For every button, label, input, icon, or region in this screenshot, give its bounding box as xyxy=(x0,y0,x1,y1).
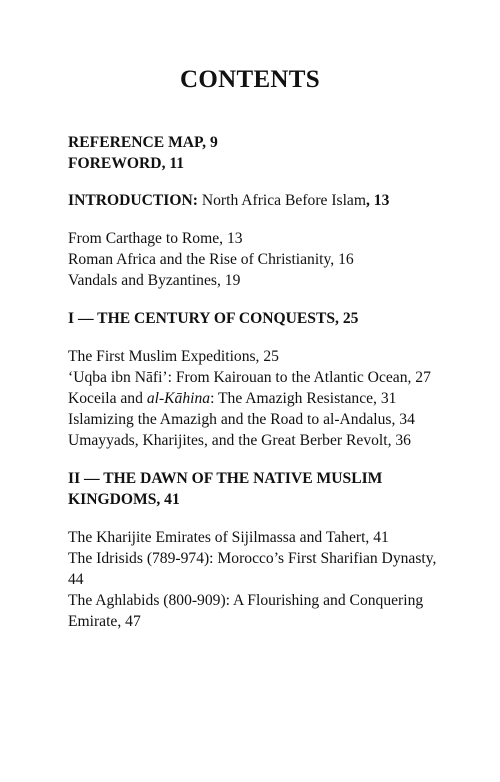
toc-part2-heading[interactable]: II — THE DAWN OF THE NATIVE MUSLIM KINGDOMS, 41 xyxy=(68,470,383,508)
toc-part1-heading[interactable]: I — THE CENTURY OF CONQUESTS, 25 xyxy=(68,310,359,327)
part2-list xyxy=(68,527,438,632)
part1-list xyxy=(68,346,438,451)
intro-page: , 13 xyxy=(365,192,390,209)
toc-entry[interactable]: Umayyads, Kharijites, and the Great Berber Revolt, 36 xyxy=(68,432,411,449)
toc-entry[interactable]: From Carthage to Rome, 13 xyxy=(68,230,243,247)
toc-entry-reference-map[interactable]: REFERENCE MAP, 9 xyxy=(68,134,218,151)
entry-italic-text: al-Kāhina xyxy=(146,390,211,407)
table-of-contents xyxy=(68,132,438,632)
toc-entry[interactable]: Islamizing the Amazigh and the Road to al-Andalus, 34 xyxy=(68,411,415,428)
page-title: CONTENTS xyxy=(180,66,320,93)
toc-entry[interactable]: The Aghlabids (800-909): A Flourishing and Conquering Emirate, 47 xyxy=(68,592,424,630)
toc-entry[interactable]: Vandals and Byzantines, 19 xyxy=(68,272,241,289)
toc-entry[interactable]: The Idrisids (789-974): Morocco’s First Sharifian Dynasty, 44 xyxy=(68,550,437,588)
intro-head: INTRODUCTION: xyxy=(68,192,198,209)
toc-entry[interactable]: The First Muslim Expeditions, 25 xyxy=(68,348,279,365)
toc-entry[interactable]: The Kharijite Emirates of Sijilmassa and Tahert, 41 xyxy=(68,529,389,546)
intro-title: North Africa Before Islam xyxy=(197,192,366,209)
toc-entry-koceila[interactable] xyxy=(68,388,438,409)
toc-entry[interactable]: ‘Uqba ibn Nāfi’: From Kairouan to the Atlantic Ocean, 27 xyxy=(68,369,431,386)
intro-list xyxy=(68,228,438,291)
entry-text: : The Amazigh Resistance, 31 xyxy=(210,390,397,407)
entry-text: Koceila and xyxy=(68,390,147,407)
toc-intro-heading[interactable] xyxy=(68,190,438,211)
toc-entry[interactable]: Roman Africa and the Rise of Christianity, 16 xyxy=(68,251,354,268)
toc-entry-foreword[interactable]: FOREWORD, 11 xyxy=(68,155,185,172)
